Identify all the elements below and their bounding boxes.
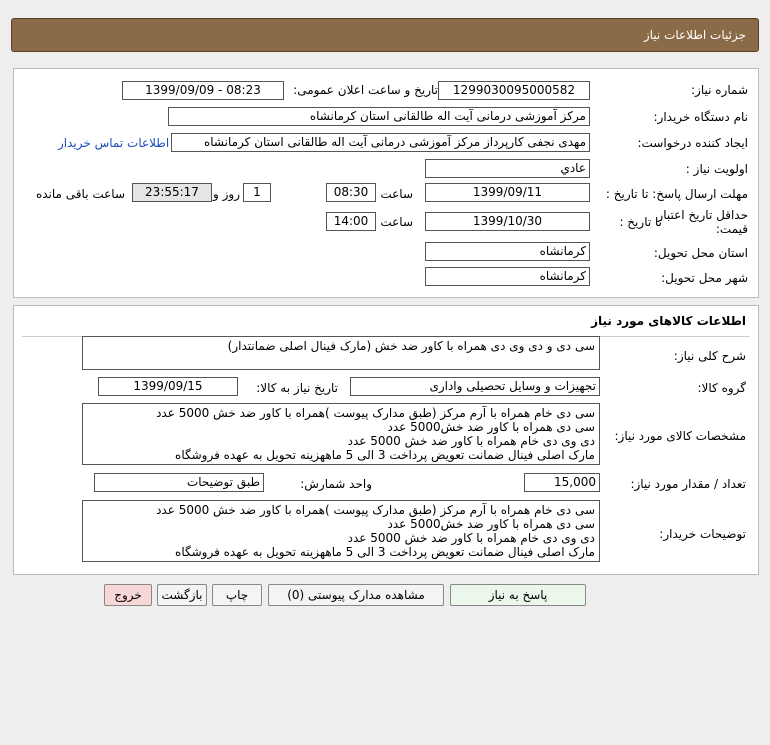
print-button[interactable]: چاپ <box>212 584 262 606</box>
validity-time-label: ساعت <box>380 215 413 229</box>
group-field: تجهیزات و وسایل تحصیلی واداری <box>350 377 600 396</box>
buyer-org-label: نام دستگاه خریدار: <box>653 110 748 124</box>
need-number-field: 1299030095000582 <box>438 81 590 100</box>
validity-date-field: 1399/10/30 <box>425 212 590 231</box>
group-label: گروه کالا: <box>697 381 746 395</box>
unit-label: واحد شمارش: <box>300 477 372 491</box>
summary-field: سی دی و دی وی دی همراه با کاور ضد خش (مارک فینال اصلی ضمانتدار) <box>82 336 600 370</box>
back-button[interactable]: بازگشت <box>157 584 207 606</box>
validity-date-label: تا تاریخ : <box>619 215 662 229</box>
validity-label: حداقل تاریخ اعتبار قیمت: <box>657 208 748 236</box>
qty-field: 15,000 <box>524 473 600 492</box>
city-label: شهر محل تحویل: <box>661 271 748 285</box>
announce-label: تاریخ و ساعت اعلان عمومی: <box>293 83 438 97</box>
goods-section-title: اطلاعات کالاهای مورد نیاز <box>591 314 746 328</box>
remaining-label: ساعت باقی مانده <box>35 187 125 201</box>
buyer-org-field: مرکز آموزشی درمانی آیت اله طالقانی استان کرمانشاه <box>168 107 590 126</box>
contact-buyer-link[interactable]: اطلاعات تماس خریدار <box>58 136 170 150</box>
summary-label: شرح کلی نیاز: <box>673 349 746 363</box>
qty-label: تعداد / مقدار مورد نیاز: <box>630 477 746 491</box>
exit-button[interactable]: خروج <box>104 584 152 606</box>
city-field: کرمانشاه <box>425 267 590 286</box>
requester-field: مهدی نجفی کارپرداز مرکز آموزشی درمانی آیت اله طالقانی استان کرمانشاه <box>171 133 590 152</box>
announce-field: 1399/09/09 - 08:23 <box>122 81 284 100</box>
validity-time-field: 14:00 <box>326 212 376 231</box>
unit-field: طبق توضیحات <box>94 473 264 492</box>
goods-panel <box>13 305 759 575</box>
need-info-panel <box>13 68 759 298</box>
priority-field: عادي <box>425 159 590 178</box>
priority-label: اولویت نیاز : <box>685 162 748 176</box>
buyer-notes-field: سی دی خام همراه با آرم مرکز (طبق مدارک پیوست )همراه با کاور ضد خش 5000 عدد سی دی همراه با کاور ضد خش5000 عدد دی وی دی خام همراه با کاور ضد خش 5000 عدد مارک اصلی فینال ضمانت تعویض پرداخت 3 الی 5 ماههزینه تحویل به عهده فروشگاه <box>82 500 600 562</box>
days-field: 1 <box>243 183 271 202</box>
province-label: استان محل تحویل: <box>653 246 748 260</box>
need-date-label: تاریخ نیاز به کالا: <box>256 381 338 395</box>
requester-label: ایجاد کننده درخواست: <box>637 136 748 150</box>
buyer-notes-label: توضیحات خریدار: <box>659 527 746 541</box>
spec-field: سی دی خام همراه با آرم مرکز (طبق مدارک پیوست )همراه با کاور ضد خش 5000 عدد سی دی همراه با کاور ضد خش5000 عدد دی وی دی خام همراه با کاور ضد خش 5000 عدد مارک اصلی فینال ضمانت تعویض پرداخت 3 الی 5 ماههزینه تحویل به عهده فروشگاه <box>82 403 600 465</box>
attachments-button[interactable]: مشاهده مدارک پیوستی (0) <box>268 584 444 606</box>
send-time-label: ساعت <box>380 187 413 201</box>
days-label: روز و <box>213 187 240 201</box>
need-date-field: 1399/09/15 <box>98 377 238 396</box>
send-time-field: 08:30 <box>326 183 376 202</box>
need-number-label: شماره نیاز: <box>691 83 748 97</box>
page-title: جزئیات اطلاعات نیاز <box>643 28 746 42</box>
province-field: کرمانشاه <box>425 242 590 261</box>
reply-button[interactable]: پاسخ به نیاز <box>450 584 586 606</box>
spec-label: مشخصات کالای مورد نیاز: <box>614 429 746 443</box>
remaining-time-field: 23:55:17 <box>132 183 212 202</box>
page-header <box>11 18 759 52</box>
send-date-field: 1399/09/11 <box>425 183 590 202</box>
send-deadline-label: مهلت ارسال پاسخ: تا تاریخ : <box>605 187 748 201</box>
